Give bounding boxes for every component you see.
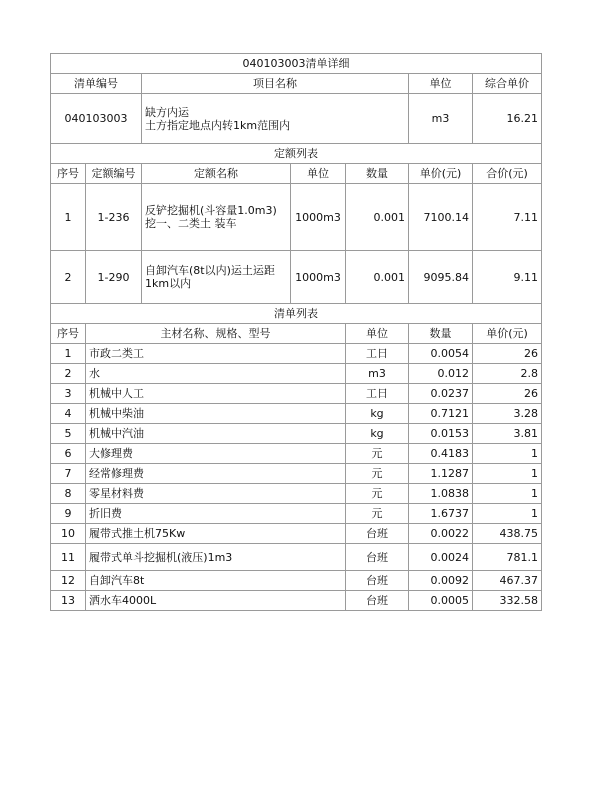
bill-code-header: 清单编号	[51, 74, 142, 94]
table-row	[51, 571, 542, 591]
material-unit-header: 单位	[346, 324, 409, 344]
material-name: 机械中汽油	[86, 424, 346, 444]
material-price: 1	[473, 504, 542, 524]
material-unit: 工日	[346, 344, 409, 364]
material-price: 2.8	[473, 364, 542, 384]
material-name: 水	[86, 364, 346, 384]
table-title: 040103003清单详细	[51, 54, 542, 74]
material-section-row	[51, 304, 542, 324]
quota-header-row	[51, 164, 542, 184]
material-qty: 0.0054	[409, 344, 473, 364]
quota-unit: 1000m3	[291, 251, 346, 304]
table-row	[51, 251, 542, 304]
material-list	[51, 344, 542, 611]
material-name: 履带式推土机75Kw	[86, 524, 346, 544]
table-row	[51, 444, 542, 464]
quota-section-row	[51, 144, 542, 164]
material-seq: 5	[51, 424, 86, 444]
quota-unit: 1000m3	[291, 184, 346, 251]
material-name: 大修理费	[86, 444, 346, 464]
material-qty: 0.0005	[409, 591, 473, 611]
quota-section-title: 定额列表	[51, 144, 542, 164]
material-qty: 0.4183	[409, 444, 473, 464]
material-name: 经常修理费	[86, 464, 346, 484]
quota-price: 7100.14	[409, 184, 473, 251]
material-qty: 1.1287	[409, 464, 473, 484]
material-seq: 8	[51, 484, 86, 504]
table-row	[51, 544, 542, 571]
bill-unit-header: 单位	[409, 74, 473, 94]
material-seq: 10	[51, 524, 86, 544]
material-unit: 台班	[346, 571, 409, 591]
material-unit: 工日	[346, 384, 409, 404]
quota-qty: 0.001	[346, 184, 409, 251]
bill-name-line1: 缺方内运	[145, 105, 189, 119]
material-name-header: 主材名称、规格、型号	[86, 324, 346, 344]
material-qty-header: 数量	[409, 324, 473, 344]
material-unit: 台班	[346, 591, 409, 611]
material-unit: 台班	[346, 524, 409, 544]
quota-total: 7.11	[473, 184, 542, 251]
material-header-row	[51, 324, 542, 344]
material-price: 1	[473, 444, 542, 464]
bill-name-line2: 土方指定地点内转1km范围内	[145, 118, 291, 132]
material-name: 自卸汽车8t	[86, 571, 346, 591]
material-unit: kg	[346, 404, 409, 424]
material-unit: m3	[346, 364, 409, 384]
bill-header-row	[51, 74, 542, 94]
material-qty: 1.6737	[409, 504, 473, 524]
material-price: 1	[473, 464, 542, 484]
bill-detail-table	[50, 53, 542, 611]
table-row	[51, 484, 542, 504]
material-price-header: 单价(元)	[473, 324, 542, 344]
material-qty: 0.0092	[409, 571, 473, 591]
material-name: 洒水车4000L	[86, 591, 346, 611]
material-unit: 台班	[346, 544, 409, 571]
bill-name-header: 项目名称	[142, 74, 409, 94]
table-row	[51, 424, 542, 444]
material-name: 市政二类工	[86, 344, 346, 364]
material-seq: 12	[51, 571, 86, 591]
material-unit: 元	[346, 464, 409, 484]
table-row	[51, 344, 542, 364]
material-seq: 1	[51, 344, 86, 364]
table-row	[51, 384, 542, 404]
quota-price: 9095.84	[409, 251, 473, 304]
material-seq: 3	[51, 384, 86, 404]
bill-price-header: 综合单价	[473, 74, 542, 94]
material-seq: 6	[51, 444, 86, 464]
material-qty: 0.0153	[409, 424, 473, 444]
table-row	[51, 184, 542, 251]
bill-unit: m3	[409, 94, 473, 144]
quota-seq: 1	[51, 184, 86, 251]
bill-row	[51, 94, 542, 144]
quota-code-header: 定额编号	[86, 164, 142, 184]
material-name: 机械中人工	[86, 384, 346, 404]
material-name: 零星材料费	[86, 484, 346, 504]
bill-price: 16.21	[473, 94, 542, 144]
material-price: 3.81	[473, 424, 542, 444]
material-price: 438.75	[473, 524, 542, 544]
material-unit: 元	[346, 484, 409, 504]
material-seq: 11	[51, 544, 86, 571]
quota-code: 1-290	[86, 251, 142, 304]
material-unit: 元	[346, 504, 409, 524]
material-price: 3.28	[473, 404, 542, 424]
quota-seq-header: 序号	[51, 164, 86, 184]
table-row	[51, 591, 542, 611]
material-qty: 0.0022	[409, 524, 473, 544]
quota-name: 自卸汽车(8t以内)运土运距1km以内	[142, 251, 291, 304]
material-seq: 2	[51, 364, 86, 384]
material-seq: 9	[51, 504, 86, 524]
material-unit: 元	[346, 444, 409, 464]
material-qty: 0.0237	[409, 384, 473, 404]
material-price: 332.58	[473, 591, 542, 611]
material-qty: 0.012	[409, 364, 473, 384]
quota-name-header: 定额名称	[142, 164, 291, 184]
material-price: 1	[473, 484, 542, 504]
material-qty: 1.0838	[409, 484, 473, 504]
quota-qty: 0.001	[346, 251, 409, 304]
quota-total: 9.11	[473, 251, 542, 304]
quota-qty-header: 数量	[346, 164, 409, 184]
table-row	[51, 464, 542, 484]
table-row	[51, 504, 542, 524]
material-seq-header: 序号	[51, 324, 86, 344]
quota-total-header: 合价(元)	[473, 164, 542, 184]
material-name: 折旧费	[86, 504, 346, 524]
material-section-title: 清单列表	[51, 304, 542, 324]
material-seq: 4	[51, 404, 86, 424]
material-unit: kg	[346, 424, 409, 444]
material-seq: 13	[51, 591, 86, 611]
table-row	[51, 364, 542, 384]
material-qty: 0.0024	[409, 544, 473, 571]
material-qty: 0.7121	[409, 404, 473, 424]
material-seq: 7	[51, 464, 86, 484]
quota-seq: 2	[51, 251, 86, 304]
material-name: 机械中柴油	[86, 404, 346, 424]
title-row	[51, 54, 542, 74]
quota-price-header: 单价(元)	[409, 164, 473, 184]
material-price: 26	[473, 384, 542, 404]
table-row	[51, 404, 542, 424]
quota-name: 反铲挖掘机(斗容量1.0m3)挖一、二类土 装车	[142, 184, 291, 251]
quota-unit-header: 单位	[291, 164, 346, 184]
material-price: 26	[473, 344, 542, 364]
bill-name	[142, 94, 409, 144]
table-row	[51, 524, 542, 544]
material-price: 781.1	[473, 544, 542, 571]
bill-code: 040103003	[51, 94, 142, 144]
material-price: 467.37	[473, 571, 542, 591]
quota-code: 1-236	[86, 184, 142, 251]
material-name: 履带式单斗挖掘机(液压)1m3	[86, 544, 346, 571]
